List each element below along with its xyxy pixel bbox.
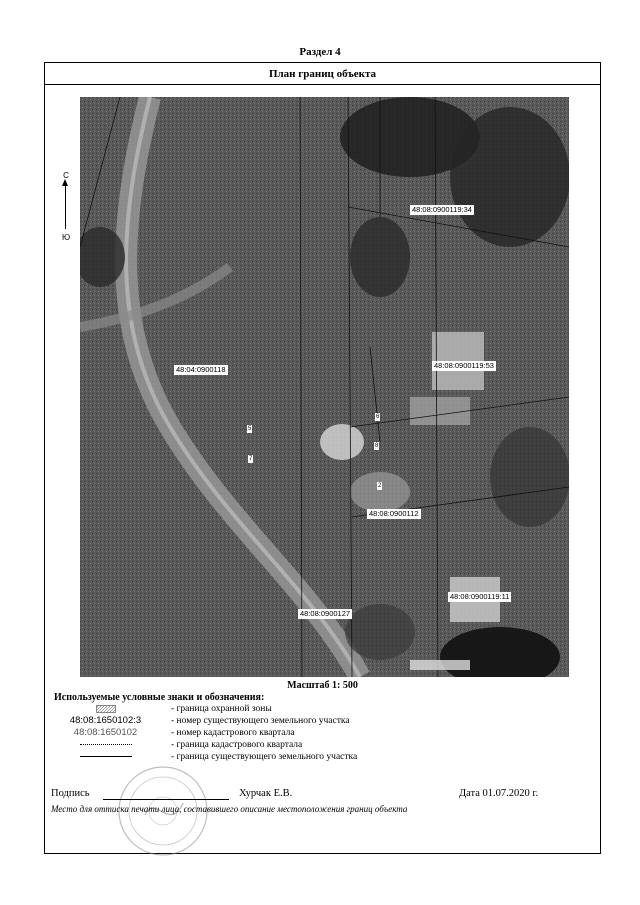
legend-text: - номер существующего земельного участка (171, 716, 350, 726)
point-number: 7 (249, 456, 253, 462)
section-title: Раздел 4 (299, 46, 341, 58)
point-number: 6 (376, 414, 380, 420)
map-label: 48:04:0900118 (176, 365, 226, 374)
signature-label: Подпись (51, 788, 90, 799)
legend-item (45, 751, 600, 763)
legend-item (45, 727, 600, 739)
point-number: 8 (375, 443, 379, 449)
compass-north-label: С (63, 171, 69, 180)
map-label: 48:08:0900119:11 (450, 592, 510, 601)
compass-south-label: Ю (61, 233, 71, 242)
map-scale: Масштаб 1: 500 (287, 680, 358, 691)
solid-line-icon (58, 751, 153, 763)
point-number: 5 (248, 426, 252, 432)
legend-item (45, 715, 600, 727)
legend-text: - номер кадастрового квартала (171, 728, 295, 738)
legend-symbol-quarter-number: 48:08:1650102 (73, 727, 138, 738)
legend-text: - граница существующего земельного участка (171, 752, 358, 762)
map-label: 48:08:0900127 (300, 609, 351, 618)
legend-text: - граница кадастрового квартала (171, 740, 303, 750)
plan-header: План границ объекта (45, 63, 600, 85)
map-label: 48:08:0900112 (369, 509, 419, 518)
signatory-name: Хурчак Е.В. (239, 788, 293, 799)
dotted-line-icon (58, 739, 153, 751)
legend-text: - граница охранной зоны (171, 704, 272, 714)
point-number: 2 (378, 483, 382, 489)
map-imagery (80, 97, 569, 677)
plan-frame (44, 62, 601, 854)
stamp-footnote: Место для оттиска печати лица, составившего описание местоположения границ объекта (51, 804, 408, 814)
signature-row (51, 788, 591, 802)
legend-item (45, 739, 600, 751)
signature-date: Дата 01.07.2020 г. (459, 788, 539, 799)
signature-line (103, 799, 229, 800)
aerial-map (80, 97, 569, 677)
map-label: 48:08:0900119:53 (434, 361, 494, 370)
north-arrow-icon (65, 183, 66, 229)
legend-item (45, 703, 600, 715)
compass (59, 171, 73, 251)
hatched-box-icon (58, 703, 153, 715)
legend-symbol-parcel-number: 48:08:1650102:3 (69, 715, 142, 726)
legend-title: Используемые условные знаки и обозначения: (54, 692, 265, 703)
map-label: 48:08:0900119:34 (412, 205, 472, 214)
